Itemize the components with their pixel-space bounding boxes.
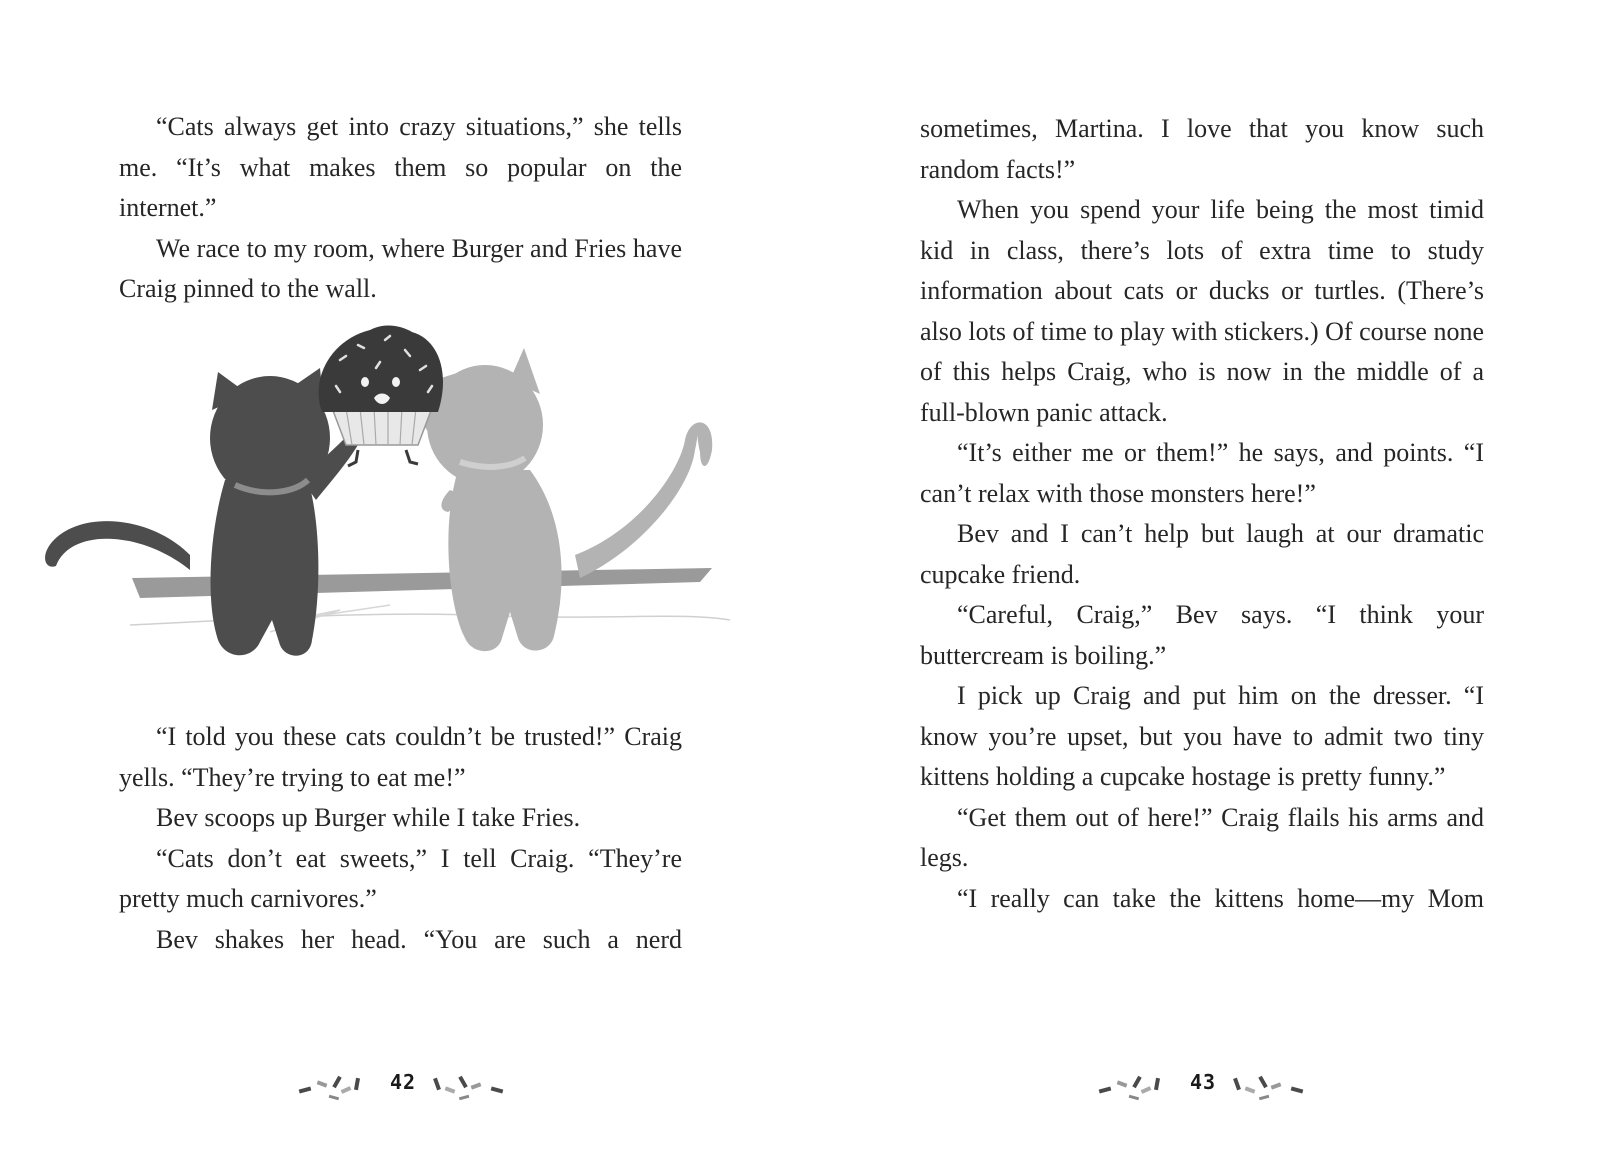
right-page [800,0,1600,1163]
paragraph: Bev shakes her head. “You are such a nerd [156,924,682,954]
paragraph: “Get them out of here!” Craig flails his arms and legs. [920,802,1484,872]
paragraph: When you spend your life being the most timid kid in class, there’s lots of extra time to study information about cats or ducks or turtles. (There’s also lots of time to play with stickers.) Of course none of this helps Craig, who is now in the middle of a full-blown panic attack. [920,195,1484,427]
paragraph: “Cats always get into crazy situations,” she tells me. “It’s what makes them so popular on the internet.” [119,112,682,222]
paragraph: “Careful, Craig,” Bev says. “I think your buttercream is boiling.” [920,600,1484,670]
paragraph: We race to my room, where Burger and Fries have Craig pinned to the wall. [119,233,682,303]
cats-holding-cupcake-illustration [40,320,760,680]
left-page-text-top [119,107,682,310]
paragraph: “I told you these cats couldn’t be trusted!” Craig yells. “They’re trying to eat me!” [119,722,682,792]
page-footer [1095,1068,1311,1118]
cupcake-character-shape [319,326,443,466]
paragraph: “It’s either me or them!” he says, and points. “I can’t relax with those monsters here!” [920,438,1484,508]
paragraph: Bev and I can’t help but laugh at our dramatic cupcake friend. [920,519,1484,589]
paragraph: Bev scoops up Burger while I take Fries. [156,803,581,832]
page-number: 42 [389,1070,417,1094]
paragraph: “I really can take the kittens home—my Mom [957,883,1484,913]
left-page-text-bottom [119,717,682,960]
paragraph: sometimes, Martina. I love that you know such random facts!” [920,114,1484,184]
page-number: 43 [1189,1070,1217,1094]
right-page-text [920,109,1484,919]
dark-cat-shape [45,368,367,656]
paragraph: “Cats don’t eat sweets,” I tell Craig. “They’re pretty much carnivores.” [119,843,682,913]
page-footer [295,1068,511,1118]
paragraph: I pick up Craig and put him on the dresser. “I know you’re upset, but you have to admit two tiny kittens holding a cupcake hostage is pretty funny.” [920,681,1484,791]
light-cat-shape [414,348,712,651]
